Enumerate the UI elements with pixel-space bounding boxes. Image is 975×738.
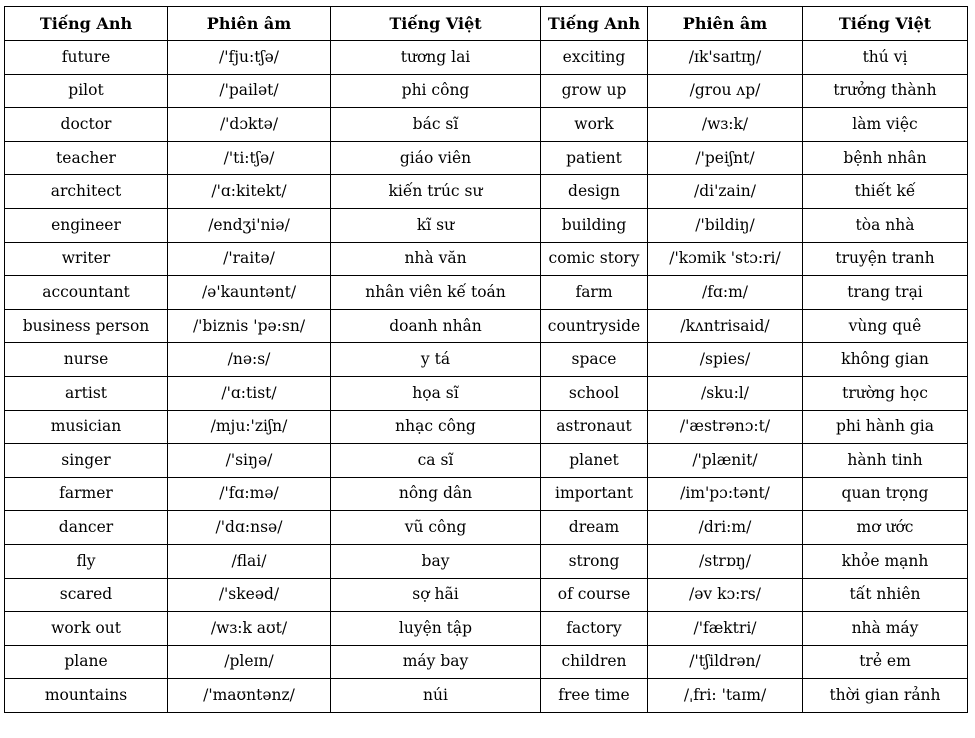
english-word-cell: artist xyxy=(5,376,168,410)
phonetic-cell: /ə'kauntənt/ xyxy=(168,276,331,310)
phonetic-cell: /'fɑ:mə/ xyxy=(168,477,331,511)
english-word-cell: important xyxy=(541,477,648,511)
table-row xyxy=(5,444,968,478)
vietnamese-meaning-cell: vũ công xyxy=(331,511,541,545)
phonetic-cell: /grou ʌp/ xyxy=(648,74,803,108)
english-word-cell: astronaut xyxy=(541,410,648,444)
table-row xyxy=(5,208,968,242)
table-body xyxy=(5,41,968,713)
vietnamese-meaning-cell: doanh nhân xyxy=(331,309,541,343)
phonetic-cell: /pleɪn/ xyxy=(168,645,331,679)
header-vietnamese-2: Tiếng Việt xyxy=(803,7,968,41)
vietnamese-meaning-cell: ca sĩ xyxy=(331,444,541,478)
header-phonetic-2: Phiên âm xyxy=(648,7,803,41)
table-row xyxy=(5,175,968,209)
phonetic-cell: /'kɔmik 'stɔ:ri/ xyxy=(648,242,803,276)
vietnamese-meaning-cell: làm việc xyxy=(803,108,968,142)
phonetic-cell: /dri:m/ xyxy=(648,511,803,545)
vietnamese-meaning-cell: luyện tập xyxy=(331,612,541,646)
english-word-cell: patient xyxy=(541,141,648,175)
vietnamese-meaning-cell: thú vị xyxy=(803,41,968,75)
table-row xyxy=(5,477,968,511)
vietnamese-meaning-cell: mơ ước xyxy=(803,511,968,545)
vietnamese-meaning-cell: họa sĩ xyxy=(331,376,541,410)
table-row xyxy=(5,376,968,410)
phonetic-cell: /wɜ:k/ xyxy=(648,108,803,142)
vietnamese-meaning-cell: tất nhiên xyxy=(803,578,968,612)
phonetic-cell: /əv kɔ:rs/ xyxy=(648,578,803,612)
vietnamese-meaning-cell: không gian xyxy=(803,343,968,377)
header-english-1: Tiếng Anh xyxy=(5,7,168,41)
header-english-2: Tiếng Anh xyxy=(541,7,648,41)
table-row xyxy=(5,645,968,679)
english-word-cell: mountains xyxy=(5,679,168,713)
phonetic-cell: /'fju:tʃə/ xyxy=(168,41,331,75)
phonetic-cell: /flai/ xyxy=(168,544,331,578)
table-row xyxy=(5,544,968,578)
vietnamese-meaning-cell: núi xyxy=(331,679,541,713)
english-word-cell: building xyxy=(541,208,648,242)
english-word-cell: school xyxy=(541,376,648,410)
english-word-cell: pilot xyxy=(5,74,168,108)
english-word-cell: free time xyxy=(541,679,648,713)
vietnamese-meaning-cell: phi hành gia xyxy=(803,410,968,444)
vietnamese-meaning-cell: sợ hãi xyxy=(331,578,541,612)
vietnamese-meaning-cell: thiết kế xyxy=(803,175,968,209)
phonetic-cell: /'siŋə/ xyxy=(168,444,331,478)
phonetic-cell: /'dɑ:nsə/ xyxy=(168,511,331,545)
english-word-cell: planet xyxy=(541,444,648,478)
phonetic-cell: /'plænit/ xyxy=(648,444,803,478)
phonetic-cell: /'ti:tʃə/ xyxy=(168,141,331,175)
english-word-cell: countryside xyxy=(541,309,648,343)
vietnamese-meaning-cell: y tá xyxy=(331,343,541,377)
vietnamese-meaning-cell: trẻ em xyxy=(803,645,968,679)
english-word-cell: comic story xyxy=(541,242,648,276)
english-word-cell: future xyxy=(5,41,168,75)
english-word-cell: work xyxy=(541,108,648,142)
table-row xyxy=(5,578,968,612)
vietnamese-meaning-cell: kĩ sư xyxy=(331,208,541,242)
phonetic-cell: /'tʃildrən/ xyxy=(648,645,803,679)
vietnamese-meaning-cell: nông dân xyxy=(331,477,541,511)
table-row xyxy=(5,242,968,276)
table-row xyxy=(5,612,968,646)
phonetic-cell: /'dɔktə/ xyxy=(168,108,331,142)
english-word-cell: architect xyxy=(5,175,168,209)
phonetic-cell: /'biznis 'pə:sn/ xyxy=(168,309,331,343)
phonetic-cell: /'skeəd/ xyxy=(168,578,331,612)
phonetic-cell: /'pailət/ xyxy=(168,74,331,108)
table-row xyxy=(5,141,968,175)
vietnamese-meaning-cell: trường học xyxy=(803,376,968,410)
phonetic-cell: /mju:'ziʃn/ xyxy=(168,410,331,444)
table-row xyxy=(5,276,968,310)
vietnamese-meaning-cell: nhà máy xyxy=(803,612,968,646)
english-word-cell: work out xyxy=(5,612,168,646)
vietnamese-meaning-cell: tòa nhà xyxy=(803,208,968,242)
english-word-cell: fly xyxy=(5,544,168,578)
table-row xyxy=(5,343,968,377)
english-word-cell: children xyxy=(541,645,648,679)
phonetic-cell: /nə:s/ xyxy=(168,343,331,377)
english-word-cell: engineer xyxy=(5,208,168,242)
vocabulary-table xyxy=(4,6,968,713)
vietnamese-meaning-cell: vùng quê xyxy=(803,309,968,343)
phonetic-cell: /wɜ:k aʊt/ xyxy=(168,612,331,646)
header-vietnamese-1: Tiếng Việt xyxy=(331,7,541,41)
table-row xyxy=(5,511,968,545)
vietnamese-meaning-cell: thời gian rảnh xyxy=(803,679,968,713)
english-word-cell: dancer xyxy=(5,511,168,545)
vietnamese-meaning-cell: giáo viên xyxy=(331,141,541,175)
phonetic-cell: /'raitə/ xyxy=(168,242,331,276)
table-row xyxy=(5,679,968,713)
phonetic-cell: /di'zain/ xyxy=(648,175,803,209)
english-word-cell: farmer xyxy=(5,477,168,511)
vietnamese-meaning-cell: trang trại xyxy=(803,276,968,310)
vietnamese-meaning-cell: bay xyxy=(331,544,541,578)
phonetic-cell: /kʌntrisaid/ xyxy=(648,309,803,343)
english-word-cell: strong xyxy=(541,544,648,578)
english-word-cell: dream xyxy=(541,511,648,545)
vietnamese-meaning-cell: bệnh nhân xyxy=(803,141,968,175)
phonetic-cell: /'ɑ:kitekt/ xyxy=(168,175,331,209)
vietnamese-meaning-cell: kiến trúc sư xyxy=(331,175,541,209)
english-word-cell: factory xyxy=(541,612,648,646)
vietnamese-meaning-cell: tương lai xyxy=(331,41,541,75)
english-word-cell: nurse xyxy=(5,343,168,377)
phonetic-cell: /sku:l/ xyxy=(648,376,803,410)
phonetic-cell: /'maʊntənz/ xyxy=(168,679,331,713)
phonetic-cell: /spies/ xyxy=(648,343,803,377)
vietnamese-meaning-cell: quan trọng xyxy=(803,477,968,511)
vietnamese-meaning-cell: nhà văn xyxy=(331,242,541,276)
english-word-cell: of course xyxy=(541,578,648,612)
english-word-cell: business person xyxy=(5,309,168,343)
vietnamese-meaning-cell: truyện tranh xyxy=(803,242,968,276)
english-word-cell: singer xyxy=(5,444,168,478)
phonetic-cell: /'ɑ:tist/ xyxy=(168,376,331,410)
phonetic-cell: /'bildiŋ/ xyxy=(648,208,803,242)
english-word-cell: grow up xyxy=(541,74,648,108)
header-row xyxy=(5,7,968,41)
phonetic-cell: /strɒŋ/ xyxy=(648,544,803,578)
english-word-cell: plane xyxy=(5,645,168,679)
phonetic-cell: /endʒi'niə/ xyxy=(168,208,331,242)
table-header xyxy=(5,7,968,41)
english-word-cell: musician xyxy=(5,410,168,444)
table-row xyxy=(5,309,968,343)
phonetic-cell: /'peiʃnt/ xyxy=(648,141,803,175)
english-word-cell: exciting xyxy=(541,41,648,75)
phonetic-cell: /im'pɔ:tənt/ xyxy=(648,477,803,511)
vietnamese-meaning-cell: khỏe mạnh xyxy=(803,544,968,578)
header-phonetic-1: Phiên âm xyxy=(168,7,331,41)
phonetic-cell: /ɪk'saɪtɪŋ/ xyxy=(648,41,803,75)
english-word-cell: scared xyxy=(5,578,168,612)
vietnamese-meaning-cell: phi công xyxy=(331,74,541,108)
table-row xyxy=(5,410,968,444)
vietnamese-meaning-cell: máy bay xyxy=(331,645,541,679)
vietnamese-meaning-cell: hành tinh xyxy=(803,444,968,478)
phonetic-cell: /fɑ:m/ xyxy=(648,276,803,310)
phonetic-cell: /'fæktri/ xyxy=(648,612,803,646)
table-row xyxy=(5,108,968,142)
english-word-cell: farm xyxy=(541,276,648,310)
vietnamese-meaning-cell: nhân viên kế toán xyxy=(331,276,541,310)
vietnamese-meaning-cell: nhạc công xyxy=(331,410,541,444)
vietnamese-meaning-cell: trưởng thành xyxy=(803,74,968,108)
english-word-cell: teacher xyxy=(5,141,168,175)
english-word-cell: design xyxy=(541,175,648,209)
table-row xyxy=(5,74,968,108)
table-row xyxy=(5,41,968,75)
english-word-cell: writer xyxy=(5,242,168,276)
english-word-cell: space xyxy=(541,343,648,377)
vietnamese-meaning-cell: bác sĩ xyxy=(331,108,541,142)
phonetic-cell: /ˌfri: 'taɪm/ xyxy=(648,679,803,713)
english-word-cell: doctor xyxy=(5,108,168,142)
english-word-cell: accountant xyxy=(5,276,168,310)
phonetic-cell: /'æstrənɔ:t/ xyxy=(648,410,803,444)
